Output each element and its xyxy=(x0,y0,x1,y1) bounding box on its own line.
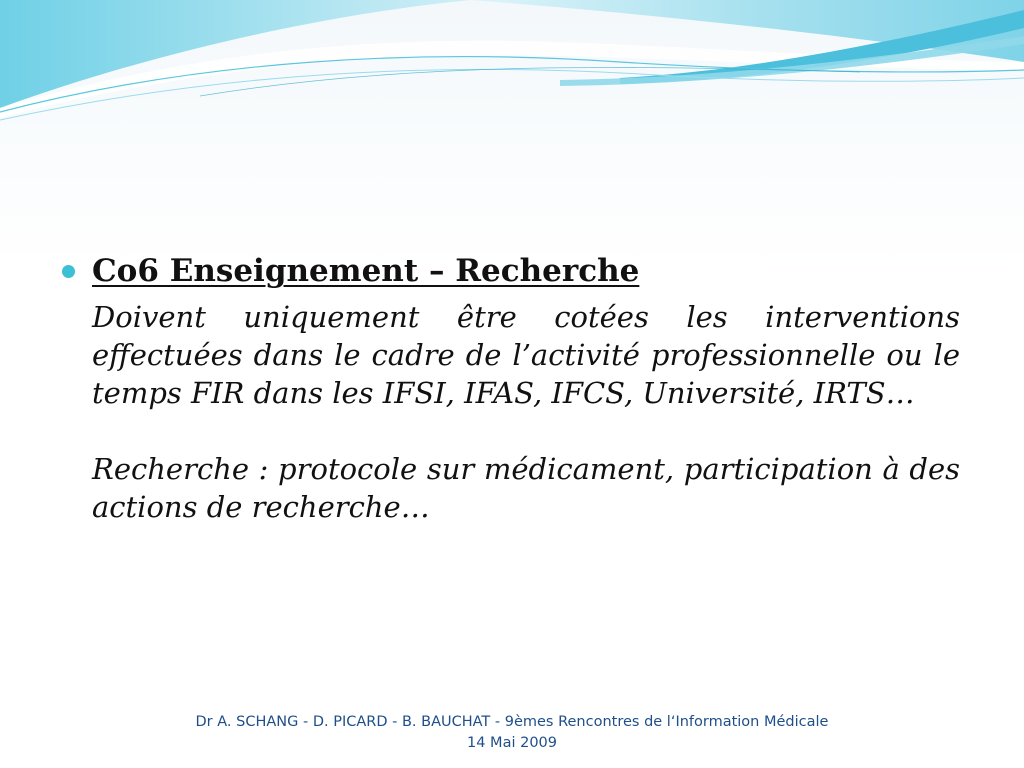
bullet-dot-icon xyxy=(62,265,75,278)
slide-heading: Co6 Enseignement – Recherche xyxy=(92,253,640,289)
footer-date: 14 Mai 2009 xyxy=(467,735,557,751)
slide-content xyxy=(62,252,962,526)
slide-footer xyxy=(0,712,1024,754)
wave-decoration xyxy=(0,0,1024,130)
footer-authors: Dr A. SCHANG - D. PICARD - B. BAUCHAT - 9èmes Rencontres de l‘Information Médicale xyxy=(195,714,829,730)
bullet-item xyxy=(62,252,962,290)
paragraph-enseignement: Doivent uniquement être cotées les interventions effectuées dans le cadre de l’activité professionnelle ou le temps FIR dans les IFSI, IFAS, IFCS, Université, IRTS… xyxy=(92,300,960,410)
paragraph-recherche: Recherche : protocole sur médicament, participation à des actions de recherche… xyxy=(92,452,960,524)
